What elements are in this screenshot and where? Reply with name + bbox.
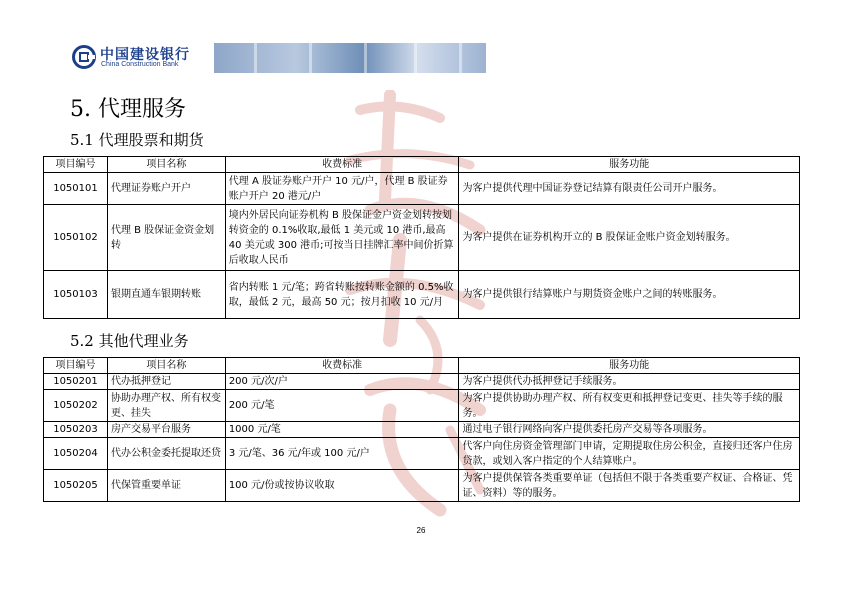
table-row — [44, 271, 800, 319]
column-header: 项目名称 — [107, 358, 225, 374]
item-function: 为客户提供代理中国证券登记结算有限责任公司开户服务。 — [459, 173, 800, 205]
item-function: 通过电子银行网络向客户提供委托房产交易等各项服务。 — [459, 422, 800, 438]
bank-name-en: China Construction Bank — [101, 61, 179, 68]
table-header-row — [44, 358, 800, 374]
item-code: 1050103 — [44, 271, 108, 319]
section-heading-stock-futures: 5.1 代理股票和期货 — [70, 131, 204, 149]
table-other-agency — [43, 357, 800, 502]
item-function: 为客户提供银行结算账户与期货资金账户之间的转账服务。 — [459, 271, 800, 319]
item-name: 代办抵押登记 — [107, 374, 225, 390]
item-name: 代办公积金委托提取还贷 — [107, 438, 225, 470]
item-fee: 境内外居民向证券机构 B 股保证金户资金划转按划转资金的 0.1%收取,最低 1 美元或 10 港币,最高 40 美元或 300 港币;可按当日挂牌汇率中间价折算后收取人民币 — [225, 205, 459, 271]
table-row — [44, 205, 800, 271]
column-header: 收费标准 — [225, 358, 459, 374]
item-function: 代客户向住房资金管理部门申请，定期提取住房公积金，直接归还客户住房贷款，或划入客户指定的个人结算账户。 — [459, 438, 800, 470]
item-code: 1050204 — [44, 438, 108, 470]
item-function: 为客户提供协助办理产权、所有权变更和抵押登记变更、挂失等手续的服务。 — [459, 390, 800, 422]
table-row — [44, 422, 800, 438]
item-code: 1050205 — [44, 470, 108, 502]
table-row — [44, 470, 800, 502]
item-name: 代保管重要单证 — [107, 470, 225, 502]
column-header: 项目编号 — [44, 157, 108, 173]
item-name: 房产交易平台服务 — [107, 422, 225, 438]
item-fee: 100 元/份或按协议收取 — [225, 470, 459, 502]
item-fee: 200 元/笔 — [225, 390, 459, 422]
item-fee: 3 元/笔、36 元/年或 100 元/户 — [225, 438, 459, 470]
item-fee: 200 元/次/户 — [225, 374, 459, 390]
item-name: 协助办理产权、所有权变更、挂失 — [107, 390, 225, 422]
table-row — [44, 390, 800, 422]
item-code: 1050202 — [44, 390, 108, 422]
column-header: 服务功能 — [459, 157, 800, 173]
column-header: 收费标准 — [225, 157, 459, 173]
table-row — [44, 173, 800, 205]
column-header: 项目名称 — [107, 157, 225, 173]
item-function: 为客户提供保管各类重要单证（包括但不限于各类重要产权证、合格证、凭证、资料）等的服务。 — [459, 470, 800, 502]
header-image — [214, 43, 486, 73]
item-fee: 1000 元/笔 — [225, 422, 459, 438]
item-code: 1050102 — [44, 205, 108, 271]
item-code: 1050201 — [44, 374, 108, 390]
item-code: 1050101 — [44, 173, 108, 205]
item-name: 代理证券账户开户 — [107, 173, 225, 205]
item-name: 代理 B 股保证金资金划转 — [107, 205, 225, 271]
column-header: 服务功能 — [459, 358, 800, 374]
bank-name-cn: 中国建设银行 — [100, 47, 190, 63]
table-row — [44, 374, 800, 390]
item-fee: 省内转账 1 元/笔；跨省转账按转账金额的 0.5%收取，最低 2 元，最高 50 元；按月扣收 10 元/月 — [225, 271, 459, 319]
ccb-logo-icon — [72, 45, 96, 69]
page-number: 26 — [416, 526, 426, 535]
table-header-row — [44, 157, 800, 173]
item-function: 为客户提供在证券机构开立的 B 股保证金账户资金划转服务。 — [459, 205, 800, 271]
item-function: 为客户提供代办抵押登记手续服务。 — [459, 374, 800, 390]
item-code: 1050203 — [44, 422, 108, 438]
page-title: 5. 代理服务 — [70, 97, 186, 122]
item-fee: 代理 A 股证券账户开户 10 元/户，代理 B 股证券账户开户 20 港元/户 — [225, 173, 459, 205]
column-header: 项目编号 — [44, 358, 108, 374]
table-row — [44, 438, 800, 470]
item-name: 银期直通车银期转账 — [107, 271, 225, 319]
section-heading-other-agency: 5.2 其他代理业务 — [70, 332, 189, 350]
table-stock-futures — [43, 156, 800, 319]
